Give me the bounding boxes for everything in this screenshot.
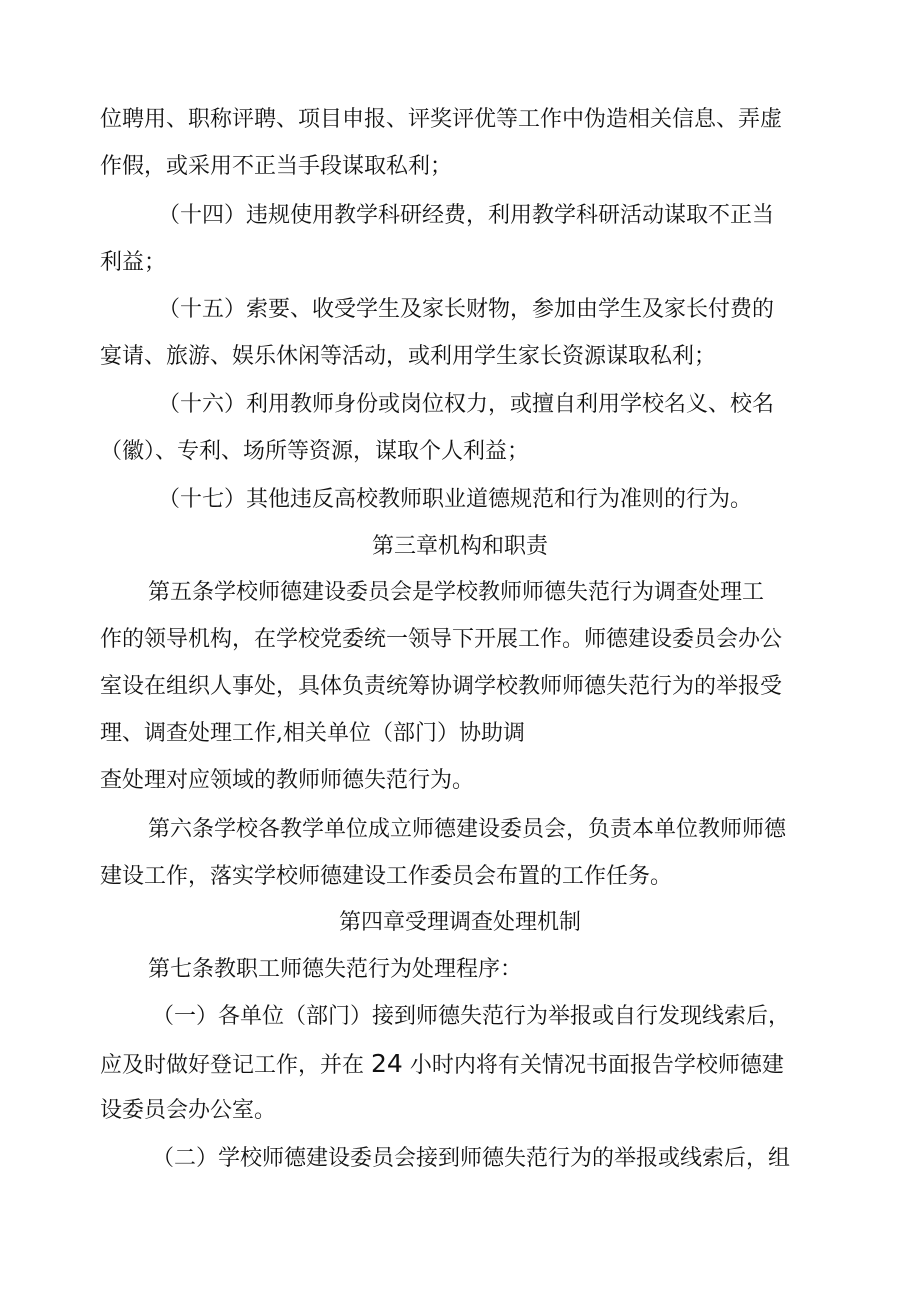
paragraph-line: 理、调查处理工作,相关单位（部门）协助调 — [100, 721, 525, 746]
paragraph-line: （徽）、专利、场所等资源，谋取个人利益； — [100, 439, 530, 464]
paragraph-line: 作的领导机构，在学校党委统一领导下开展工作。师德建设委员会办公 — [100, 627, 783, 652]
hours-number: 24 — [371, 1049, 403, 1078]
paragraph-line: （十六）利用教师身份或岗位权力，或擅自利用学校名义、校名 — [158, 392, 775, 417]
paragraph-line: （十五）索要、收受学生及家长财物，参加由学生及家长付费的 — [158, 297, 775, 322]
paragraph-line: 室设在组织人事处，具体负责统筹协调学校教师师德失范行为的举报受 — [100, 674, 783, 699]
paragraph-line: 位聘用、职称评聘、项目申报、评奖评优等工作中伪造相关信息、弄虚 — [100, 107, 783, 132]
paragraph-line: 设委员会办公室。 — [100, 1098, 277, 1123]
paragraph-line: 宴请、旅游、娱乐休闲等活动，或利用学生家长资源谋取私利； — [100, 344, 717, 369]
paragraph-line: 第七条教职工师德失范行为处理程序： — [148, 957, 523, 982]
paragraph-line: （十四）违规使用教学科研经费，利用教学科研活动谋取不正当 — [158, 203, 775, 228]
paragraph-line: 利益； — [100, 250, 167, 275]
line-text-before: 应及时做好登记工作，并在 — [100, 1053, 365, 1078]
paragraph-line: 建设工作，落实学校师德建设工作委员会布置的工作任务。 — [100, 864, 673, 889]
paragraph-line: 作假，或采用不正当手段谋取私利； — [100, 154, 453, 179]
paragraph-line — [100, 1049, 784, 1079]
paragraph-line: 第五条学校师德建设委员会是学校教师师德失范行为调查处理工 — [148, 580, 765, 605]
paragraph-line: （二）学校师德建设委员会接到师德失范行为的举报或线索后，组 — [152, 1146, 791, 1171]
paragraph-line: （十七）其他违反高校教师职业道德规范和行为准则的行为。 — [158, 487, 753, 512]
line-text-after: 小时内将有关情况书面报告学校师德建 — [409, 1053, 784, 1078]
chapter-heading: 第四章受理调查处理机制 — [338, 910, 581, 935]
paragraph-line: 第六条学校各教学单位成立师德建设委员会，负责本单位教师师德 — [148, 817, 787, 842]
paragraph-line: （一）各单位（部门）接到师德失范行为举报或自行发现线索后， — [152, 1004, 791, 1029]
chapter-heading: 第三章机构和职责 — [371, 534, 548, 559]
paragraph-line: 查处理对应领域的教师师德失范行为。 — [100, 768, 475, 793]
